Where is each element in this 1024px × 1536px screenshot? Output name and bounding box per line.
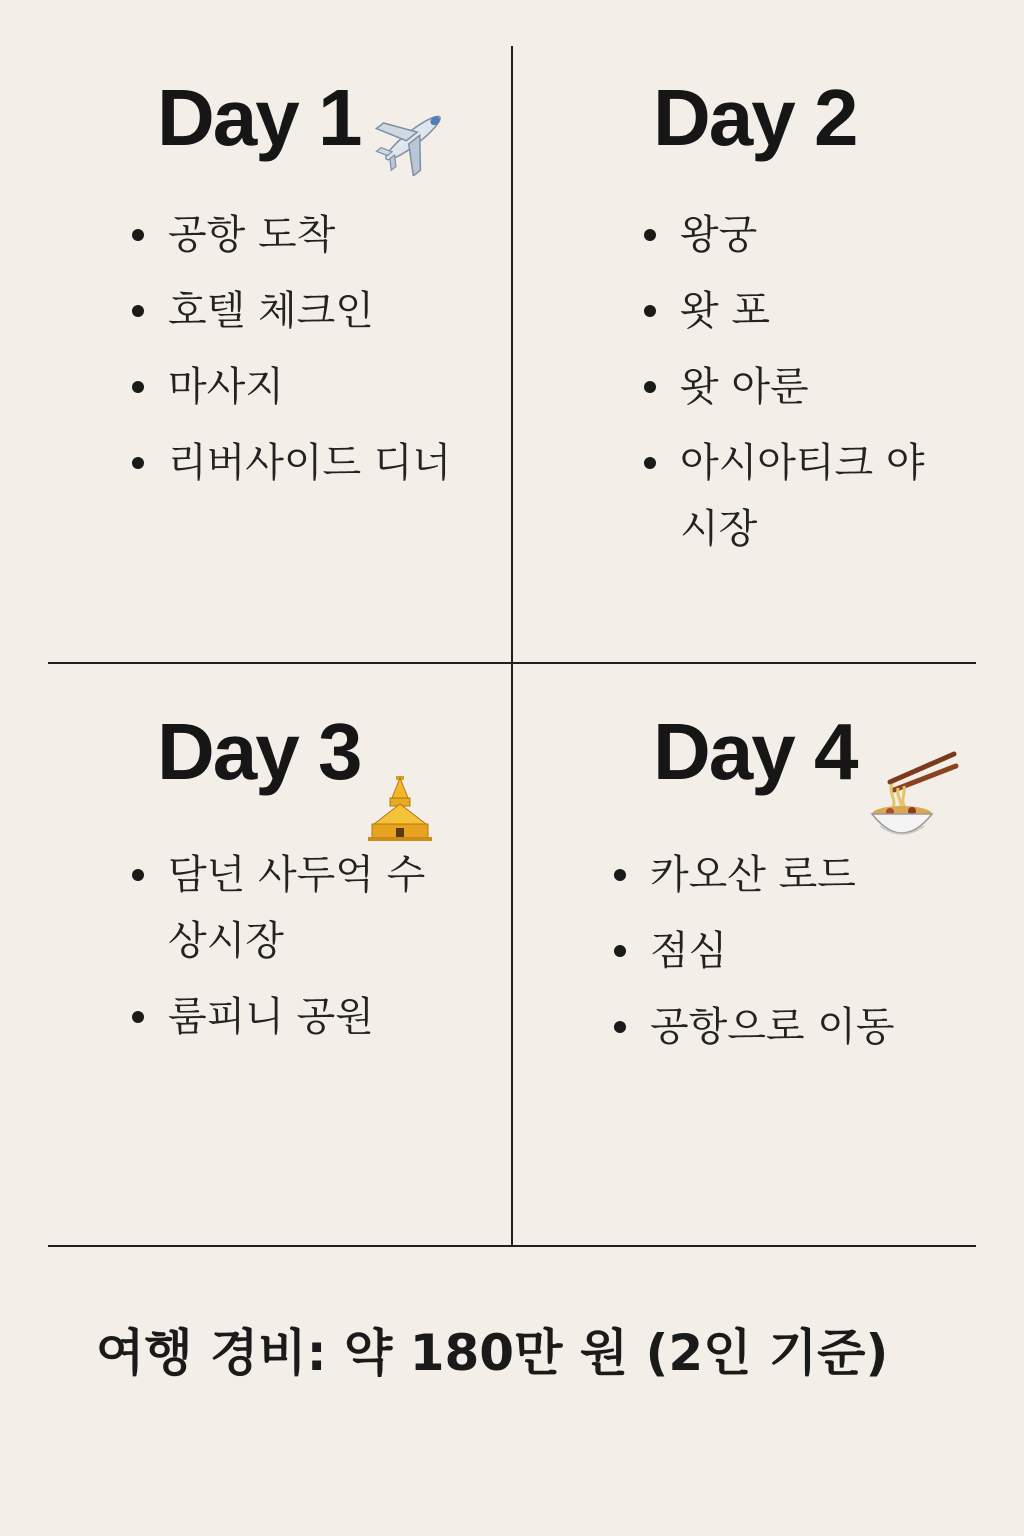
list-item bbox=[132, 430, 451, 496]
airplane-icon bbox=[372, 100, 454, 176]
budget-text: 여행 경비: 약 180만 원 (2인 기준) bbox=[96, 1324, 889, 1382]
list-item bbox=[644, 354, 934, 420]
list-item bbox=[132, 202, 451, 268]
bullet-icon bbox=[132, 457, 144, 469]
list-item-label: 공항 도착 bbox=[168, 212, 336, 258]
list-item-label: 카오산 로드 bbox=[650, 852, 856, 898]
day-3-list bbox=[132, 842, 432, 1060]
list-item bbox=[614, 842, 895, 908]
day-4-title: Day 4 bbox=[653, 707, 857, 796]
temple-icon bbox=[366, 774, 434, 842]
list-item bbox=[132, 278, 451, 344]
bullet-icon bbox=[614, 1021, 626, 1033]
list-item-label: 호텔 체크인 bbox=[168, 288, 374, 334]
bottom-divider bbox=[48, 1245, 976, 1247]
bullet-icon bbox=[644, 229, 656, 241]
bullet-icon bbox=[132, 1011, 144, 1023]
list-item bbox=[644, 202, 934, 268]
list-item bbox=[644, 278, 934, 344]
bullet-icon bbox=[644, 457, 656, 469]
bullet-icon bbox=[132, 869, 144, 881]
bullet-icon bbox=[132, 229, 144, 241]
day-2-title: Day 2 bbox=[653, 73, 857, 162]
day-3-title: Day 3 bbox=[157, 707, 361, 796]
list-item bbox=[132, 984, 432, 1050]
vertical-divider bbox=[511, 46, 513, 1246]
list-item-label: 공항으로 이동 bbox=[650, 1004, 895, 1050]
list-item-label: 리버사이드 디너 bbox=[168, 440, 452, 486]
bullet-icon bbox=[132, 381, 144, 393]
bullet-icon bbox=[614, 945, 626, 957]
day-1-list bbox=[132, 202, 451, 506]
list-item bbox=[644, 430, 934, 562]
list-item bbox=[132, 354, 451, 420]
list-item-label: 점심 bbox=[650, 928, 728, 974]
day-1-title: Day 1 bbox=[157, 73, 361, 162]
list-item-label: 아시아티크 야시장 bbox=[680, 440, 925, 552]
middle-divider bbox=[48, 662, 976, 664]
noodle-bowl-icon bbox=[868, 748, 960, 848]
list-item bbox=[614, 918, 895, 984]
list-item-label: 마사지 bbox=[168, 364, 284, 410]
list-item bbox=[132, 842, 432, 974]
bullet-icon bbox=[132, 305, 144, 317]
list-item-label: 룸피니 공원 bbox=[168, 994, 374, 1040]
list-item bbox=[614, 994, 895, 1060]
day-2-list bbox=[644, 202, 934, 572]
bullet-icon bbox=[614, 869, 626, 881]
bullet-icon bbox=[644, 381, 656, 393]
bullet-icon bbox=[644, 305, 656, 317]
list-item-label: 왓 아룬 bbox=[680, 364, 809, 410]
day-4-list bbox=[614, 842, 895, 1070]
list-item-label: 담넌 사두억 수상시장 bbox=[168, 852, 426, 964]
list-item-label: 왓 포 bbox=[680, 288, 770, 334]
list-item-label: 왕궁 bbox=[680, 212, 758, 258]
